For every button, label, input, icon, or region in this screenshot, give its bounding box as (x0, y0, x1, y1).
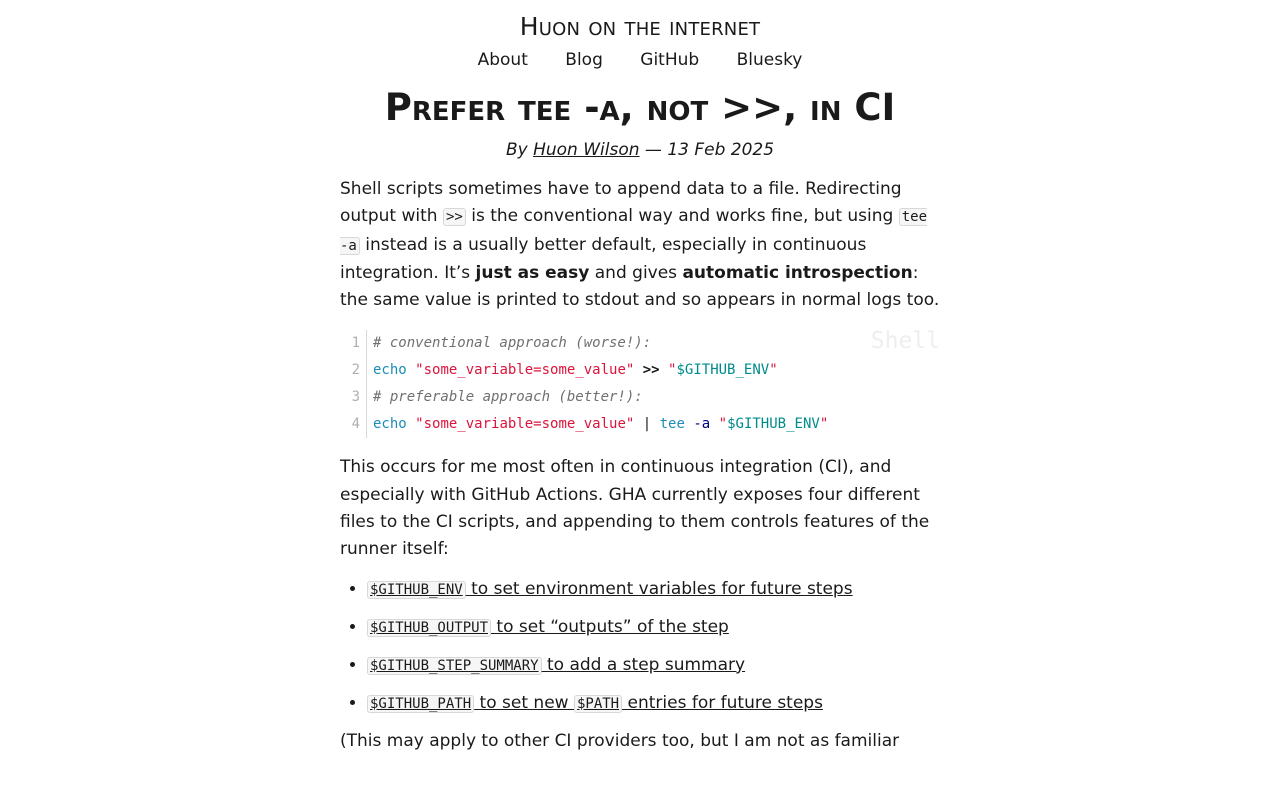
inline-code: $GITHUB_PATH (367, 695, 474, 713)
code-comment: # preferable approach (better!): (373, 389, 643, 406)
code-content (373, 411, 828, 438)
code-quote: " (769, 362, 778, 379)
code-line (340, 357, 940, 384)
link-text: to set new (474, 692, 574, 713)
code-block (340, 330, 940, 438)
code-quote: " (819, 416, 829, 433)
code-variable: $GITHUB_ENV (676, 362, 770, 379)
text: and gives (589, 262, 683, 283)
text: instead is a usually better default, especially in continuous integration. It’s (340, 234, 867, 283)
author-link[interactable]: Huon Wilson (533, 140, 640, 160)
code-line (340, 384, 940, 411)
site-header (0, 0, 1280, 70)
code-pipe: | (642, 416, 652, 433)
link-text: to set “outputs” of the step (491, 616, 729, 637)
inline-code: >> (443, 208, 466, 226)
text: is the conventional way and works fine, but using (465, 206, 899, 227)
code-line (340, 330, 940, 357)
link-text: to set environment variables for future steps (465, 578, 853, 599)
list-link[interactable] (367, 579, 853, 599)
nav-github[interactable]: GitHub (640, 50, 700, 70)
text: Shell scripts sometimes have to append data to a file. Redirecting output with (340, 179, 902, 227)
list-item (367, 576, 940, 604)
paragraph-other-ci: (This may apply to other CI providers too, but I am not as familiar (340, 730, 900, 751)
inline-code: $GITHUB_STEP_SUMMARY (367, 657, 542, 675)
code-variable: $GITHUB_ENV (727, 416, 820, 433)
code-quote: " (668, 362, 677, 379)
text: : the same value is printed to stdout and so appears in normal logs too. (340, 262, 940, 311)
inline-code: tee -a (340, 209, 928, 254)
code-flag: -a (693, 416, 711, 433)
code-operator: >> (642, 362, 660, 379)
nav-bluesky[interactable]: Bluesky (736, 50, 803, 70)
line-number: 1 (340, 330, 367, 357)
code-string: "some_variable=some_value" (415, 362, 635, 379)
inline-code: $GITHUB_ENV (367, 581, 466, 599)
github-files-list (340, 576, 940, 718)
post-title: Prefer tee -a, not >>, in CI (384, 86, 896, 129)
code-builtin: echo (373, 416, 407, 433)
code-line (340, 411, 940, 438)
bold-text: automatic introspection (682, 262, 913, 283)
byline-prefix: By (505, 140, 534, 160)
inline-code: $PATH (574, 695, 622, 713)
nav-about[interactable]: About (477, 50, 528, 70)
site-title: Huon on the internet (519, 12, 761, 41)
code-builtin: echo (373, 362, 407, 379)
site-nav (0, 50, 1280, 70)
code-string: "some_variable=some_value" (415, 416, 635, 433)
nav-blog[interactable]: Blog (565, 50, 603, 70)
list-item (367, 690, 940, 718)
code-quote: " (718, 416, 728, 433)
list-item (367, 652, 940, 680)
line-number: 4 (340, 411, 367, 438)
byline (340, 140, 940, 160)
list-link[interactable] (367, 655, 745, 675)
code-comment: # conventional approach (worse!): (373, 335, 652, 352)
link-text: to add a step summary (541, 654, 746, 675)
bold-text: just as easy (475, 262, 590, 283)
paragraph-ci: This occurs for me most often in continuous integration (CI), and especially with GitHub Actions. GHA currently exposes four different files to the CI scripts, and appending to them controls features of the runner itself: (340, 457, 930, 560)
list-link[interactable] (367, 693, 823, 713)
post-date: — 13 Feb 2025 (639, 140, 775, 160)
article (340, 86, 940, 755)
intro-paragraph (340, 176, 940, 314)
inline-code: $GITHUB_OUTPUT (367, 619, 491, 637)
code-builtin: tee (659, 416, 685, 433)
code-content (373, 357, 778, 384)
list-item (367, 614, 940, 642)
link-text: entries for future steps (622, 692, 823, 713)
line-number: 2 (340, 357, 367, 384)
line-number: 3 (340, 384, 367, 411)
list-link[interactable] (367, 617, 729, 637)
code-language-label: Shell (870, 328, 940, 355)
